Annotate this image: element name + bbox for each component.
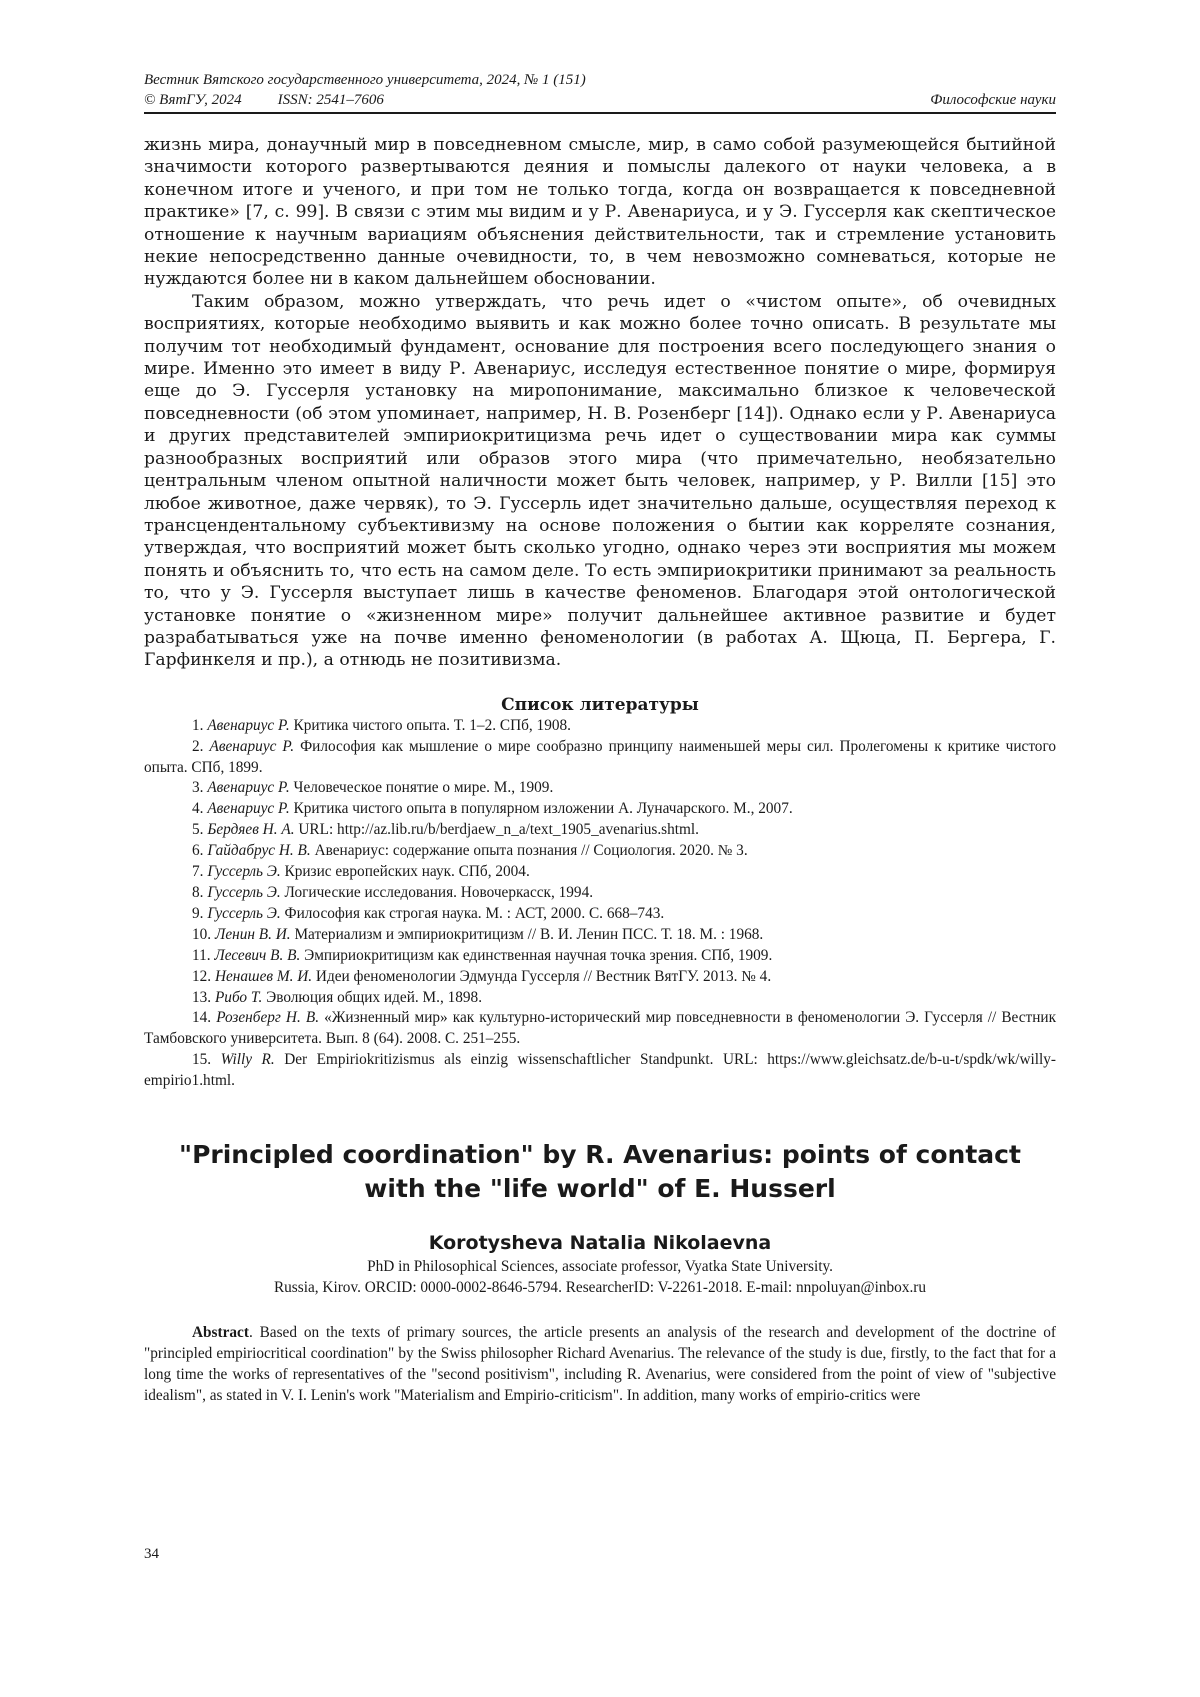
- reference-text: «Жизненный мир» как культурно-исторический мир повседневности в феноменологии Э. Гуссерля // Вестник Тамбовского университета. Вып. 8 (64). 2008. С. 251–255.: [144, 1009, 1057, 1048]
- reference-author: Авенариус Р.: [207, 800, 290, 818]
- english-title-line: with the "life world" of E. Husserl: [364, 1174, 836, 1204]
- reference-item: [144, 1008, 1056, 1050]
- reference-author: Гуссерль Э.: [207, 884, 281, 901]
- reference-number: 6.: [192, 842, 204, 860]
- issn: ISSN: 2541–7606: [277, 92, 384, 108]
- reference-item: [144, 967, 1056, 988]
- english-title-line: "Principled coordination" by R. Avenarius: points of contact: [179, 1140, 1021, 1170]
- reference-item: [144, 883, 1056, 904]
- abstract-text: . Based on the texts of primary sources, the article presents an analysis of the research and development of the doctrine of "principled empiriocritical coordination" by the Swiss philosopher Richard Avenarius. The relevance of the study is due, firstly, to the fact that for a long time the works of representatives of the "second positivism", including R. Avenarius, were considered from the point of view of "subjective idealism", as stated in V. I. Lenin's work "Materialism and Empirio-criticism". In addition, many works of empirio-critics were: [144, 1324, 1056, 1405]
- reference-text: Философия как мышление о мире сообразно принципу наименьшей меры сил. Пролегомены к критике чистого опыта. СПб, 1899.: [144, 737, 1057, 776]
- reference-text: Человеческое понятие о мире. М., 1909.: [293, 779, 554, 797]
- reference-text: Эволюция общих идей. М., 1898.: [266, 988, 483, 1006]
- reference-author: Гайдабрус Н. В.: [207, 842, 311, 860]
- reference-author: Ленин В. И.: [214, 925, 291, 943]
- reference-number: 4.: [192, 800, 204, 818]
- reference-number: 2.: [192, 737, 204, 755]
- reference-text: Кризис европейских наук. СПб, 2004.: [284, 863, 530, 881]
- reference-item: [144, 799, 1056, 820]
- reference-number: 1.: [192, 716, 204, 734]
- english-title: [144, 1138, 1056, 1206]
- author-name: Korotysheva Natalia Nikolaevna: [428, 1232, 772, 1255]
- reference-author: Лесевич В. В.: [214, 946, 301, 964]
- reference-item: [144, 988, 1056, 1009]
- body-text: [144, 134, 1056, 672]
- reference-text: Критика чистого опыта в популярном изложении А. Луначарского. М., 2007.: [293, 800, 793, 818]
- abstract: [144, 1322, 1056, 1406]
- reference-number: 10.: [192, 925, 212, 943]
- reference-author: Рибо Т.: [214, 988, 263, 1006]
- reference-item: [144, 737, 1056, 779]
- page: [144, 70, 1056, 1406]
- reference-author: Авенариус Р.: [207, 716, 290, 734]
- reference-text: Логические исследования. Новочеркасск, 1994.: [284, 884, 594, 901]
- reference-author: Авенариус Р.: [207, 779, 290, 797]
- affiliation-line: Russia, Kirov. ORCID: 0000-0002-8646-5794. ResearcherID: V-2261-2018. E-mail: nnpoluyan@inbox.ru: [273, 1279, 927, 1297]
- reference-author: Авенариус Р.: [209, 737, 295, 755]
- reference-text: Материализм и эмпириокритицизм // В. И. Ленин ПСС. Т. 18. М. : 1968.: [294, 925, 764, 943]
- reference-author: Бердяев Н. А.: [207, 821, 295, 839]
- reference-number: 11.: [192, 946, 211, 964]
- reference-text: Критика чистого опыта. Т. 1–2. СПб, 1908.: [293, 716, 571, 734]
- reference-author: Willy R.: [220, 1051, 275, 1069]
- running-header: [144, 70, 1056, 114]
- header-rule: [144, 112, 1056, 114]
- affiliation: [144, 1256, 1056, 1298]
- reference-item: [144, 1050, 1056, 1092]
- reference-number: 9.: [192, 904, 204, 922]
- reference-author: Ненашев М. И.: [214, 967, 313, 985]
- body-paragraph: Таким образом, можно утверждать, что речь идет о «чистом опыте», об очевидных восприятиях, которые необходимо выявить и как можно более точно описать. В результате мы получим тот необходимый фундамент, основание для построения всего последующего знания о мире. Именно это имеет в виду Р. Авенариус, исследуя естественное понятие о мире, формируя еще до Э. Гуссерля установку на миропонимание, максимально близкое к человеческой повседневности (об этом упоминает, например, Н. В. Розенберг [14]). Однако если у Р. Авенариуса и других представителей эмпириокритицизма речь идет о существовании мира как суммы разнообразных восприятий или образов этого мира (что примечательно, необязательно центральным членом опытной наличности может быть человек, например, у Р. Вилли [15] это любое животное, даже червяк), то Э. Гуссерль идет значительно дальше, осуществляя переход к трансцендентальному субъективизму на основе положения о бытии как корреляте сознания, утверждая, что восприятий может быть сколько угодно, однако через эти восприятия мы можем понять и объяснить то, что есть на самом деле. То есть эмпириокритики принимают за реальность то, что у Э. Гуссерля выступает лишь в качестве феноменов. Благодаря этой онтологической установке понятие о «жизненном мире» получит дальнейшее активное развитие и будет разрабатываться уже на почве именно феноменологии (в работах А. Щюца, П. Бергера, Г. Гарфинкеля и пр.), а отнюдь не позитивизма.: [144, 291, 1056, 671]
- abstract-label: Abstract: [192, 1324, 249, 1342]
- references-title: Список литературы: [501, 694, 699, 715]
- body-paragraph: жизнь мира, донаучный мир в повседневном смысле, мир, в само собой разумеющейся бытийной значимости которого развертываются деяния и помыслы далекого от науки человека, а в конечном итоге и ученого, и при том не только тогда, когда он возвращается к повседневной практике» [7, с. 99]. В связи с этим мы видим и у Р. Авенариуса, и у Э. Гуссерля как скептическое отношение к научным вариациям объяснения действительности, так и стремление установить некие непосредственно данные очевидности, то, в чем невозможно сомневаться, которые не нуждаются более ни в каком дальнейшем обосновании.: [144, 135, 1056, 290]
- references-list: [144, 716, 1056, 1092]
- reference-item: [144, 820, 1056, 841]
- page-number: 34: [144, 1546, 159, 1562]
- reference-text: URL: http://az.lib.ru/b/berdjaew_n_a/text_1905_avenarius.shtml.: [298, 821, 699, 839]
- reference-item: [144, 716, 1056, 737]
- reference-item: [144, 841, 1056, 862]
- reference-item: [144, 862, 1056, 883]
- reference-item: [144, 778, 1056, 799]
- reference-number: 8.: [192, 884, 204, 901]
- reference-number: 14.: [192, 1009, 212, 1027]
- reference-author: Розенберг Н. В.: [216, 1009, 320, 1027]
- affiliation-line: PhD in Philosophical Sciences, associate professor, Vyatka State University.: [367, 1258, 833, 1276]
- reference-number: 3.: [192, 779, 204, 797]
- reference-item: [144, 904, 1056, 925]
- reference-item: [144, 925, 1056, 946]
- reference-author: Гуссерль Э.: [207, 863, 281, 881]
- reference-text: Идеи феноменологии Эдмунда Гуссерля // Вестник ВятГУ. 2013. № 4.: [315, 967, 772, 985]
- reference-item: [144, 946, 1056, 967]
- journal-title: Вестник Вятского государственного университета, 2024, № 1 (151): [144, 72, 586, 88]
- reference-number: 7.: [192, 863, 204, 881]
- reference-number: 12.: [192, 967, 212, 985]
- section-name: Философские науки: [930, 92, 1056, 108]
- reference-number: 13.: [192, 988, 212, 1006]
- copyright: © ВятГУ, 2024: [144, 92, 242, 108]
- reference-number: 5.: [192, 821, 204, 839]
- reference-text: Авенариус: содержание опыта познания // Социология. 2020. № 3.: [314, 842, 748, 860]
- reference-number: 15.: [192, 1051, 212, 1069]
- reference-text: Der Empiriokritizismus als einzig wissenschaftlicher Standpunkt. URL: https://www.gleichsatz.de/b-u-t/spdk/wk/willy-empirio1.html.: [144, 1051, 1057, 1090]
- reference-author: Гуссерль Э.: [207, 904, 281, 922]
- reference-text: Эмпириокритицизм как единственная научная точка зрения. СПб, 1909.: [304, 946, 773, 964]
- reference-text: Философия как строгая наука. М. : АСТ, 2000. С. 668–743.: [284, 904, 665, 922]
